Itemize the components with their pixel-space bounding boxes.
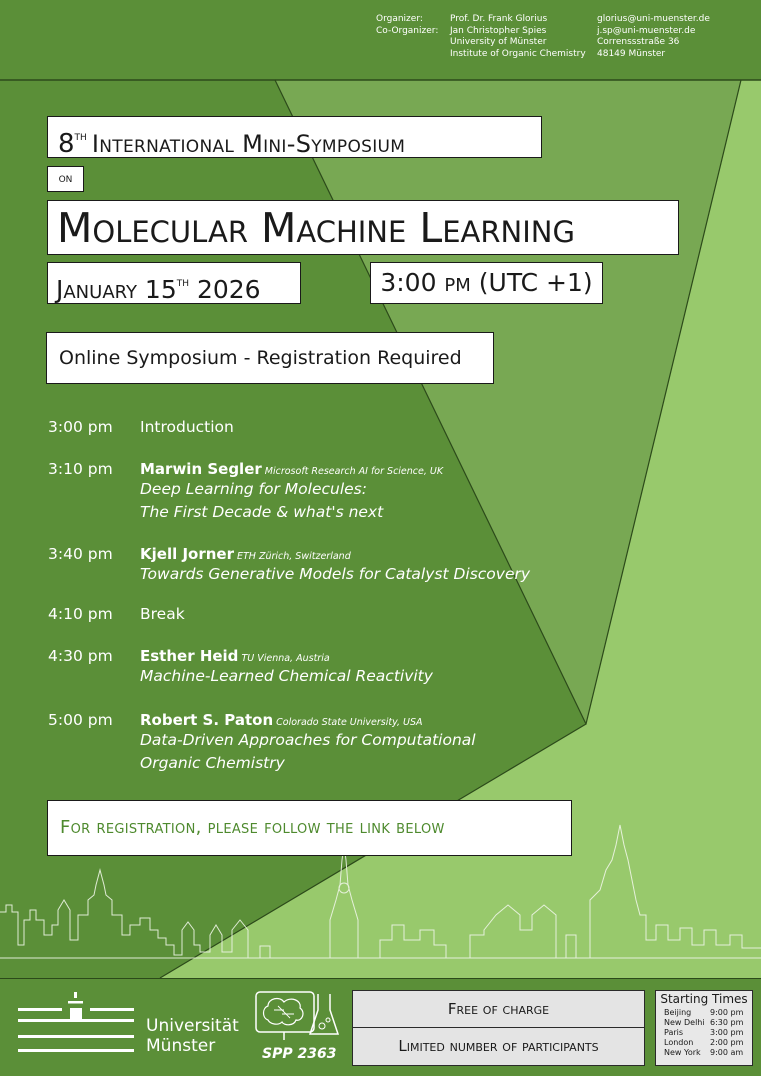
date-box — [47, 262, 301, 304]
speaker-affiliation: ETH Zürich, Switzerland — [236, 551, 351, 562]
timezone-city: New York — [664, 1048, 701, 1057]
timezone-row — [664, 1018, 744, 1027]
speaker-name: Marwin Segler — [140, 460, 262, 478]
schedule-label: Introduction — [140, 418, 234, 436]
organizer-label: Organizer: — [376, 14, 423, 24]
starting-times-heading: Starting Times — [660, 992, 748, 1006]
date-year: 2026 — [189, 275, 261, 304]
timezone-time: 3:00 pm — [710, 1028, 744, 1037]
registration-box[interactable]: For registration, please follow the link below — [47, 800, 572, 856]
timezone-city: Paris — [664, 1028, 684, 1037]
organizer-name: Prof. Dr. Frank Glorius — [450, 14, 548, 24]
spp-label: SPP 2363 — [262, 1046, 337, 1062]
schedule-time: 3:00 pm — [48, 418, 113, 436]
city-address: 48149 Münster — [597, 48, 666, 59]
institute-name: Institute of Organic Chemistry — [450, 48, 586, 59]
organizer-contacts — [597, 14, 710, 60]
schedule-time: 4:30 pm — [48, 647, 113, 665]
organizer-roles — [376, 14, 438, 37]
symposium-title: Molecular Machine Learning — [47, 200, 679, 255]
co-organizer-email[interactable]: j.sp@uni-muenster.de — [597, 25, 696, 36]
talk-title: Data-Driven Approaches for Computational — [140, 731, 476, 749]
university-wordmark-line1: Universität — [146, 1016, 239, 1036]
limited-participants-box: Limited number of participants — [352, 1027, 645, 1066]
timezone-row — [664, 1008, 744, 1017]
talk-title: The First Decade & what's next — [140, 503, 384, 521]
speaker-name: Esther Heid — [140, 647, 239, 665]
speaker-affiliation: TU Vienna, Austria — [241, 653, 330, 664]
edition-number: 8 — [58, 129, 75, 159]
university-wordmark-line2: Münster — [146, 1036, 216, 1056]
schedule-label: Break — [140, 605, 185, 623]
organizer-email[interactable]: glorius@uni-muenster.de — [597, 14, 710, 24]
timezone-time: 2:00 pm — [710, 1038, 744, 1047]
timezone-row — [664, 1048, 744, 1057]
start-time-box: 3:00 pm (UTC +1) — [370, 262, 603, 304]
university-wordmark — [146, 1016, 239, 1056]
timezone-city: New Delhi — [664, 1018, 705, 1027]
university-name: University of Münster — [450, 37, 547, 47]
timezone-row — [664, 1038, 744, 1047]
talk-title: Deep Learning for Molecules: — [140, 480, 367, 498]
schedule-time: 3:10 pm — [48, 460, 113, 478]
co-organizer-name: Jan Christopher Spies — [450, 25, 547, 36]
on-label: on — [47, 166, 84, 192]
edition-box — [47, 116, 542, 158]
timezone-time: 6:30 pm — [710, 1018, 744, 1027]
timezone-time: 9:00 am — [710, 1048, 744, 1057]
schedule-time: 5:00 pm — [48, 711, 113, 729]
talk-title: Organic Chemistry — [140, 754, 285, 772]
timezone-time: 9:00 pm — [710, 1008, 744, 1017]
university-logo-icon — [18, 992, 138, 1056]
edition-superscript: th — [74, 129, 87, 144]
speaker-affiliation: Microsoft Research AI for Science, UK — [264, 466, 444, 477]
timezone-city: Beijing — [664, 1008, 692, 1017]
organizer-names — [450, 14, 586, 60]
timezone-row — [664, 1028, 744, 1037]
spp-brain-flask-icon — [254, 990, 344, 1046]
speaker-name: Kjell Jorner — [140, 545, 234, 563]
timezone-city: London — [664, 1038, 694, 1047]
street-address: Correnssstraße 36 — [597, 37, 680, 47]
schedule-time: 4:10 pm — [48, 605, 113, 623]
talk-title: Towards Generative Models for Catalyst Discovery — [140, 565, 531, 583]
speaker-name: Robert S. Paton — [140, 711, 274, 729]
edition-heading: International Mini-Symposium — [91, 130, 406, 158]
free-of-charge-box: Free of charge — [352, 990, 645, 1028]
speaker-affiliation: Colorado State University, USA — [276, 717, 423, 728]
co-organizer-label: Co-Organizer: — [376, 25, 439, 36]
schedule-time: 3:40 pm — [48, 545, 113, 563]
date-text: January 15 — [56, 275, 177, 304]
date-superscript: th — [176, 275, 190, 290]
starting-times-box — [655, 990, 753, 1066]
online-format-box: Online Symposium - Registration Required — [46, 332, 494, 384]
talk-title: Machine-Learned Chemical Reactivity — [140, 667, 433, 685]
